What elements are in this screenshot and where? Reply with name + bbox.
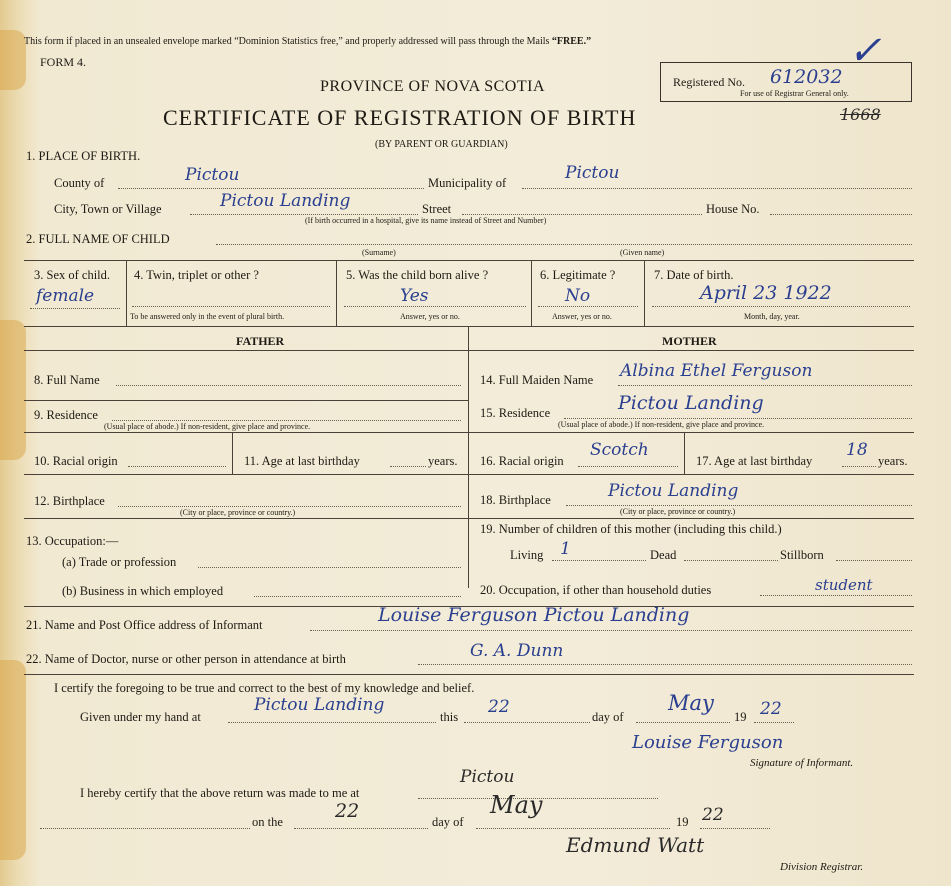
mother-maiden-name-label: 14. Full Maiden Name — [480, 373, 594, 387]
registered-no-label: Registered No. — [673, 75, 745, 89]
registered-no-value: 612032 — [770, 66, 843, 88]
legitimate-note: Answer, yes or no. — [552, 312, 612, 321]
check-mark: ✓ — [848, 28, 882, 74]
form-number: FORM 4. — [40, 55, 87, 69]
born-alive-label: 5. Was the child born alive ? — [346, 268, 489, 282]
informant-value: Louise Ferguson Pictou Landing — [378, 604, 690, 626]
mother-birthplace-label: 18. Birthplace — [480, 493, 551, 507]
return-year-prefix: 19 — [676, 815, 689, 829]
return-day-of-label: day of — [432, 815, 464, 829]
full-name-child-label: 2. FULL NAME OF CHILD — [26, 232, 170, 246]
father-full-name-label: 8. Full Name — [34, 373, 100, 387]
mother-occupation-label: 20. Occupation, if other than household duties — [480, 583, 712, 597]
mother-birthplace-value: Pictou Landing — [608, 481, 739, 501]
dead-label: Dead — [650, 548, 677, 562]
this-label: this — [440, 710, 459, 724]
father-residence-note: (Usual place of abode.) If non-resident, give place and province. — [104, 422, 311, 431]
given-place-value: Pictou Landing — [254, 695, 385, 715]
legitimate-label: 6. Legitimate ? — [540, 268, 616, 282]
born-alive-note: Answer, yes or no. — [400, 312, 460, 321]
date-note: Month, day, year. — [744, 312, 800, 321]
mother-heading: MOTHER — [662, 334, 717, 348]
sex-label: 3. Sex of child. — [34, 268, 111, 282]
father-heading: FATHER — [236, 334, 285, 348]
certificate-subtitle: (BY PARENT OR GUARDIAN) — [375, 139, 508, 150]
return-year-value: 22 — [702, 805, 724, 825]
city-label: City, Town or Village — [54, 202, 162, 216]
living-label: Living — [510, 548, 544, 562]
stain — [0, 30, 26, 90]
twin-label: 4. Twin, triplet or other ? — [134, 268, 259, 282]
living-value: 1 — [560, 539, 571, 559]
county-value: Pictou — [185, 165, 240, 185]
given-year-value: 22 — [760, 699, 782, 719]
father-age-label: 11. Age at last birthday — [244, 454, 360, 468]
signature-caption: Signature of Informant. — [750, 757, 854, 769]
given-name-note: (Given name) — [620, 248, 665, 257]
stain — [0, 320, 26, 460]
certify-statement: I certify the foregoing to be true and correct to the best of my knowledge and belief. — [54, 681, 475, 695]
informant-label: 21. Name and Post Office address of Informant — [26, 618, 263, 632]
legitimate-value: No — [565, 286, 591, 306]
county-label: County of — [54, 176, 105, 190]
born-alive-value: Yes — [400, 286, 429, 306]
mother-age-label: 17. Age at last birthday — [696, 454, 813, 468]
struck-number: 1668 — [840, 105, 881, 124]
mother-years-label: years. — [878, 454, 908, 468]
stillborn-label: Stillborn — [780, 548, 824, 562]
on-the-label: on the — [252, 815, 283, 829]
place-of-birth-label: 1. PLACE OF BIRTH. — [26, 149, 141, 163]
business-label: (b) Business in which employed — [62, 584, 224, 598]
given-month-value: May — [668, 691, 714, 715]
year-prefix: 19 — [734, 710, 747, 724]
father-residence-label: 9. Residence — [34, 408, 98, 422]
day-of-label: day of — [592, 710, 624, 724]
city-value: Pictou Landing — [220, 191, 351, 211]
house-no-label: House No. — [706, 202, 760, 216]
doctor-label: 22. Name of Doctor, nurse or other person in attendance at birth — [26, 652, 346, 666]
certificate-title: CERTIFICATE OF REGISTRATION OF BIRTH — [163, 105, 637, 130]
father-birthplace-note: (City or place, province or country.) — [180, 508, 296, 517]
mother-age-value: 18 — [846, 440, 868, 460]
municipality-label: Municipality of — [428, 176, 507, 190]
mother-residence-label: 15. Residence — [480, 406, 551, 420]
street-label: Street — [422, 202, 452, 216]
father-years-label: years. — [428, 454, 458, 468]
trade-label: (a) Trade or profession — [62, 555, 177, 569]
stain — [0, 660, 26, 860]
informant-signature: Louise Ferguson — [632, 732, 784, 753]
father-racial-origin-label: 10. Racial origin — [34, 454, 118, 468]
municipality-value: Pictou — [565, 163, 620, 183]
mother-maiden-name-value: Albina Ethel Ferguson — [620, 361, 813, 381]
return-day-value: 22 — [335, 800, 360, 822]
mother-occupation-value: student — [815, 576, 873, 594]
hospital-note: (If birth occurred in a hospital, give its name instead of Street and Number) — [305, 216, 547, 225]
province-title: PROVINCE OF NOVA SCOTIA — [320, 78, 546, 95]
sex-value: female — [36, 286, 95, 306]
mother-racial-origin-value: Scotch — [590, 440, 649, 460]
return-month-value: May — [490, 791, 543, 819]
return-place-value: Pictou — [460, 767, 515, 787]
mother-residence-value: Pictou Landing — [618, 392, 764, 414]
registrar-note: For use of Registrar General only. — [740, 89, 849, 98]
date-of-birth-value: April 23 1922 — [700, 282, 832, 304]
doctor-value: G. A. Dunn — [470, 641, 564, 661]
return-certify-label: I hereby certify that the above return was made to me at — [80, 786, 360, 800]
children-count-label: 19. Number of children of this mother (including this child.) — [480, 522, 782, 536]
given-under-label: Given under my hand at — [80, 710, 201, 724]
registrar-signature: Edmund Watt — [566, 833, 705, 857]
mailing-notice: This form if placed in an unsealed envelope marked “Dominion Statistics free,” and properly addressed will pass through the Mails “FREE.” — [24, 36, 592, 47]
twin-note: To be answered only in the event of plural birth. — [130, 312, 285, 321]
registrar-caption: Division Registrar. — [780, 861, 864, 873]
father-occupation-label: 13. Occupation:— — [26, 534, 119, 548]
mother-racial-origin-label: 16. Racial origin — [480, 454, 564, 468]
father-birthplace-label: 12. Birthplace — [34, 494, 105, 508]
surname-note: (Surname) — [362, 248, 396, 257]
given-day-value: 22 — [488, 697, 510, 717]
date-of-birth-label: 7. Date of birth. — [654, 268, 734, 282]
mother-residence-note: (Usual place of abode.) If non-resident, give place and province. — [558, 420, 765, 429]
mother-birthplace-note: (City or place, province or country.) — [620, 507, 736, 516]
